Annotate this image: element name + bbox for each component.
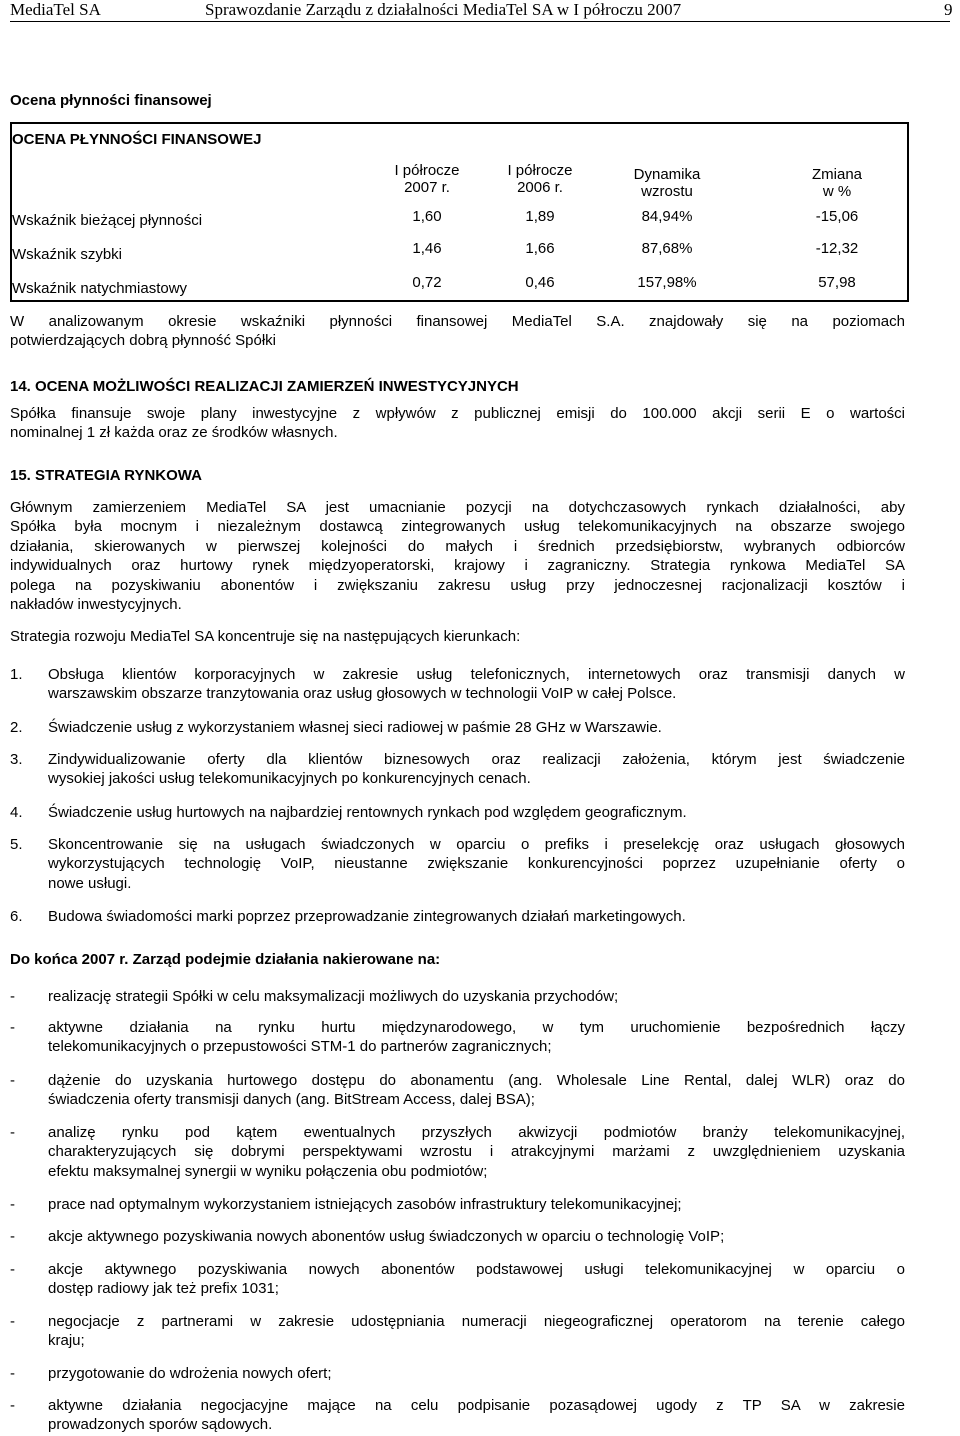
table-cell: 1,66 <box>525 240 555 257</box>
table-cell: 84,94% <box>641 208 693 225</box>
section-14-text: Spółka finansuje swoje plany inwestycyjne z wpływów z publicznej emisji do 100.000 akcji serii E o wartości nominalnej 1 zł każda oraz ze środków własnych. <box>10 405 905 442</box>
table-cell: 1,46 <box>412 240 442 257</box>
header-company: MediaTel SA <box>10 0 101 19</box>
table-title: OCENA PŁYNNOŚCI FINANSOWEJ <box>12 131 262 148</box>
column-header: Zmiana w % <box>811 166 863 200</box>
table-row-label: Wskaźnik natychmiastowy <box>12 280 188 297</box>
table-cell: -15,06 <box>815 208 859 225</box>
header-title: Sprawozdanie Zarządu z działalności MediaTel SA w I półroczu 2007 <box>205 0 682 19</box>
table-cell: 1,60 <box>412 208 442 225</box>
liquidity-table <box>10 122 909 302</box>
liquidity-heading: Ocena płynności finansowej <box>10 92 212 109</box>
column-header: I półrocze 2007 r. <box>394 162 460 196</box>
page-header <box>0 0 960 22</box>
directions-intro: Strategia rozwoju MediaTel SA koncentruje się na następujących kierunkach: <box>10 628 521 645</box>
table-cell: 157,98% <box>637 274 697 291</box>
table-cell: 57,98 <box>818 274 856 291</box>
page-number: 9 <box>944 0 953 19</box>
table-cell: -12,32 <box>815 240 859 257</box>
table-cell: 0,46 <box>525 274 555 291</box>
actions-heading: Do końca 2007 r. Zarząd podejmie działania nakierowane na: <box>10 951 441 968</box>
table-cell: 0,72 <box>412 274 442 291</box>
section-15-heading: 15. STRATEGIA RYNKOWA <box>10 467 202 484</box>
column-header: Dynamika wzrostu <box>633 166 701 200</box>
table-row-label: Wskaźnik szybki <box>12 246 123 263</box>
column-header: I półrocze 2006 r. <box>507 162 573 196</box>
liquidity-note: W analizowanym okresie wskaźniki płynności finansowej MediaTel S.A. znajdowały się na poziomach potwierdzających dobrą płynność Spółki <box>10 313 905 350</box>
table-cell: 1,89 <box>525 208 555 225</box>
table-cell: 87,68% <box>641 240 693 257</box>
section-14-heading: 14. OCENA MOŻLIWOŚCI REALIZACJI ZAMIERZEŃ INWESTYCYJNYCH <box>10 378 519 395</box>
strategy-paragraph: Głównym zamierzeniem MediaTel SA jest umacnianie pozycji na dotychczasowych rynkach działalności, aby Spółka była mocnym i niezależnym dostawcą zintegrowanych usług telekomunikacyjnych na obszarze swojego działania, skierowanych w pierwszej kolejności do małych i średnich przedsiębiorstw, wybranych odbiorców indywidualnych oraz hurtowy rynek międzyoperatorski, krajowy i zagraniczny. Strategia rynkowa MediaTel SA polega na pozyskiwaniu abonentów i zwiększaniu zakresu usług przy jednoczesnej racjonalizacji kosztów i nakładów inwestycyjnych. <box>10 499 905 614</box>
document-page: MediaTel SA Sprawozdanie Zarządu z działalności MediaTel SA w I półroczu 2007 9 Ocena płynności finansowej OCENA PŁYNNOŚCI FINANSOWEJ I półrocze 2007 r. I półrocze 2006 r. Dynamika wzrostu Zmiana w % Wskaźnik bieżącej płynności 1,60 1,89 84,94% -15,06 Wskaźnik szybki 1,46 1,66 87,68% -12,32 Wskaźnik natychmiastowy 0,72 0,46 157,98% 57,98 W analizowanym okresie wskaźniki płynności finansowej MediaTel S.A. znajdowały się na poziomach potwierdzających dobrą płynność Spółki 14. OCENA MOŻLIWOŚCI REALIZACJI ZAMIERZEŃ INWESTYCYJNYCH Spółka finansuje swoje plany inwestycyjne z wpływów z publicznej emisji do 100.000 akcji serii E o wartości nominalnej 1 zł każda oraz ze środków własnych. 15. STRATEGIA RYNKOWA Głównym zamierzeniem MediaTel SA jest umacnianie pozycji na dotychczasowych rynkach działalności, aby Spółka była mocnym i niezależnym dostawcą zintegrowanych usług telekomunikacyjnych na obszarze swojego działania, skierowanych w pierwszej kolejności do małych i średnich przedsiębiorstw, wybranych odbiorców indywidualnych oraz hurtowy rynek międzyoperatorski, krajowy i zagraniczny. Strategia rynkowa MediaTel SA polega na pozyskiwaniu abonentów i zwiększaniu zakresu usług przy jednoczesnej racjonalizacji kosztów i nakładów inwestycyjnych. Strategia rozwoju MediaTel SA koncentruje się na następujących kierunkach: 1. Obsługa klientów korporacyjnych w zakresie usług telefonicznych, internetowych oraz transmisji danych w warszawskim obszarze tranzytowania oraz usług głosowych w technologii VoIP w całej Polsce. 2. Świadczenie usług z wykorzystaniem własnej sieci radiowej w paśmie 28 GHz w Warszawie. 3. Zindywidualizowanie oferty dla klientów biznesowych oraz realizacji założenia, którym jest świadczenie wysokiej jakości usług telekomunikacyjnych po konkurencyjnych cenach. 4. Świadczenie usług hurtowych na najbardziej rentownych rynkach pod względem geograficznym. 5. Skoncentrowanie się na usługach świadczonych w oparciu o prefiks i preselekcję oraz usługach głosowych wykorzystujących technologię VoIP, nieustanne zwiększanie konkurencyjności poprzez uzupełnianie oferty o nowe usługi. 6. Budowa świadomości marki poprzez przeprowadzanie zintegrowanych działań marketingowych. Do końca 2007 r. Zarząd podejmie działania nakierowane na: - realizację strategii Spółki w celu maksymalizacji możliwych do uzyskania przychodów; - aktywne działania na rynku hurtu międzynarodowego, w tym uruchomienie bezpośrednich łączy telekomunikacyjnych o przepustowości STM-1 do partnerów zagranicznych; - dążenie do uzyskania hurtowego dostępu do abonamentu (ang. Wholesale Line Rental, dalej WLR) oraz do świadczenia oferty transmisji danych (ang. BitStream Access, dalej BSA); - analizę rynku pod kątem ewentualnych przyszłych akwizycji podmiotów branży telekomunikacyjnej, charakteryzujących się dobrymi perspektywami wzrostu i atrakcyjnymi marżami z uwzględnieniem uzyskania efektu maksymalnej synergii w wyniku połączenia obu podmiotów; - prace nad optymalnym wykorzystaniem istniejących zasobów infrastruktury telekomunikacyjnej; - akcje aktywnego pozyskiwania nowych abonentów usług świadczonych w oparciu o technologię VoIP; - akcje aktywnego pozyskiwania nowych abonentów podstawowej usługi telekomunikacyjnej w oparciu o dostęp radiowy jak też prefix 1031; - negocjacje z partnerami w zakresie udostępniania numeracji niegeograficznej operatorom na terenie całego kraju; - przygotowanie do wdrożenia nowych ofert; - aktywne działania negocjacyjne mające na celu podpisanie pozasądowej ugody z TP SA w zakresie prowadzonych sporów sądowych. <box>0 0 960 1436</box>
header-rule <box>10 21 950 22</box>
table-row-label: Wskaźnik bieżącej płynności <box>12 212 203 229</box>
